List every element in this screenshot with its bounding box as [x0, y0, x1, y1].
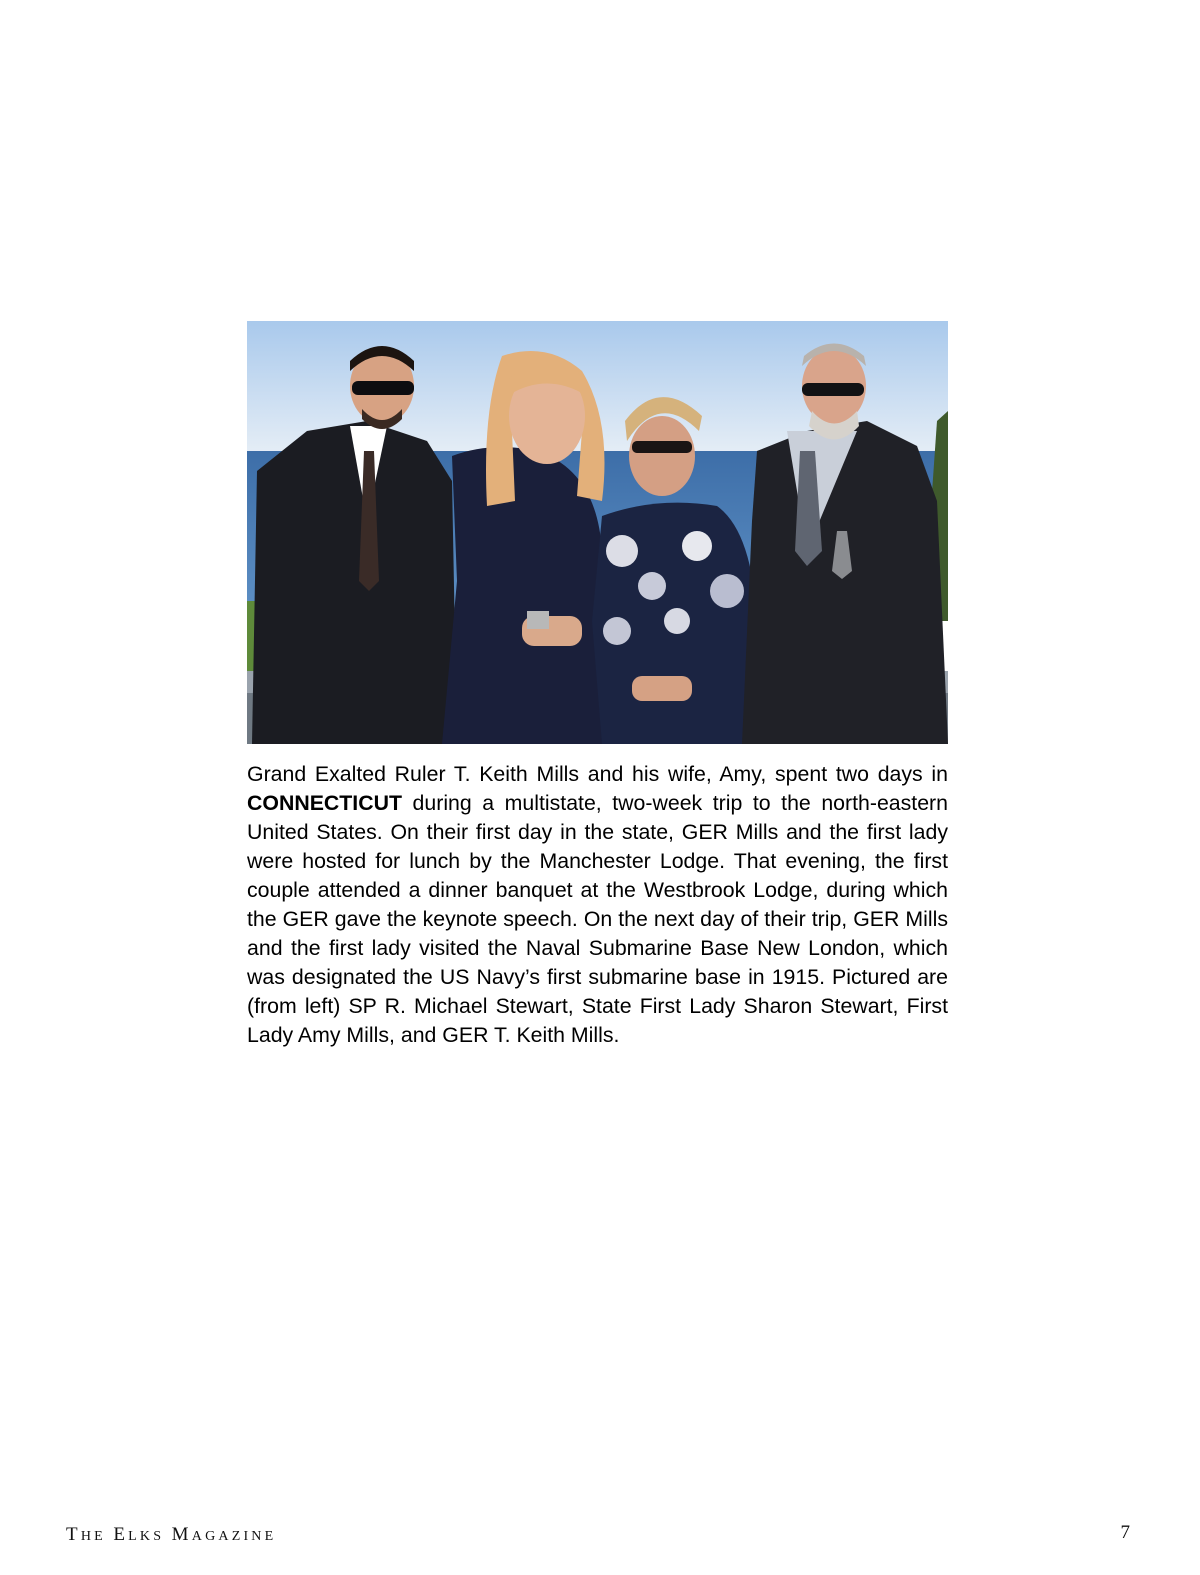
caption-text-before: Grand Exalted Ruler T. Keith Mills and his wife, Amy, spent two days in: [247, 762, 948, 786]
magazine-title: [66, 1524, 276, 1546]
magazine-title-text: THE ELKS MAGAZINE: [66, 1524, 277, 1545]
caption-state-name: CONNECTICUT: [247, 791, 402, 815]
photo-caption: [247, 760, 948, 1050]
page-number: 7: [1120, 1522, 1130, 1543]
caption-text-after: during a multistate, two-week trip to the north-eastern United States. On their first day in the state, GER Mills and the first lady were hosted for lunch by the Manchester Lodge. That evening, the first couple attended a dinner banquet at the Westbrook Lodge, during which the GER gave the keynote speech. On the next day of their trip, GER Mills and the first lady visited the Naval Submarine Base New London, which was designated the US Navy’s first submarine base in 1915. Pictured are (from left) SP R. Michael Stewart, State First Lady Sharon Stewart, First Lady Amy Mills, and GER T. Keith Mills.: [247, 791, 948, 1047]
group-photo: [247, 321, 948, 744]
